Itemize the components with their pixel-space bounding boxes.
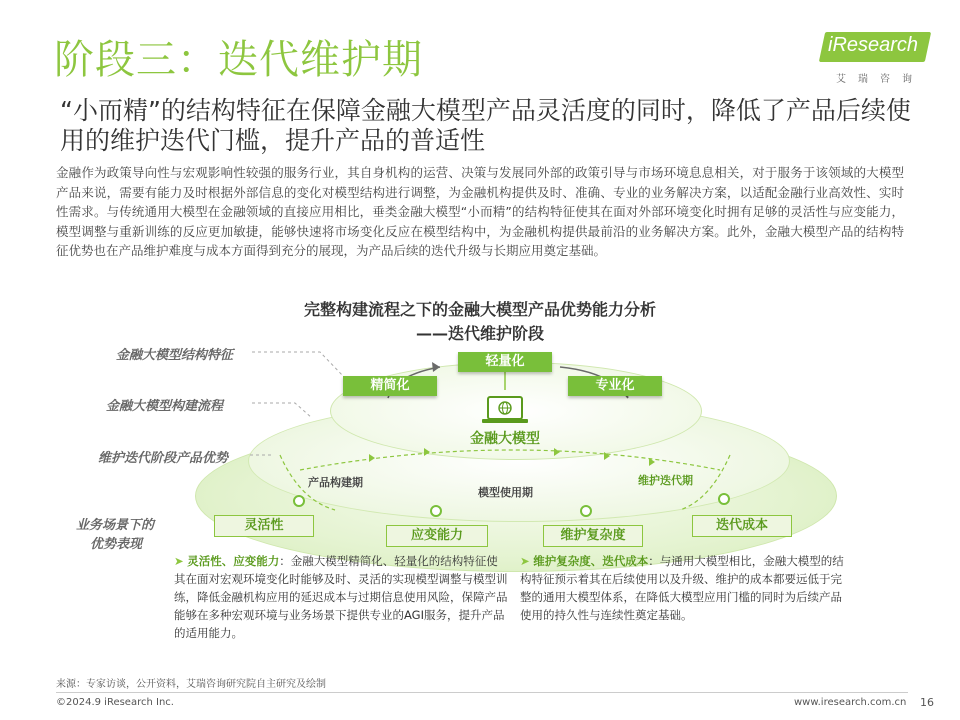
desc-right-highlight: 维护复杂度、迭代成本 xyxy=(533,554,649,568)
logo-text: iResearch xyxy=(828,34,919,56)
phase-use: 模型使用期 xyxy=(478,486,533,499)
feature-tag-simple: 精简化 xyxy=(343,376,437,396)
advantage-complexity: 维护复杂度 xyxy=(543,525,643,547)
desc-right-text: ：与通用大模型相比，金融大模型的结构特征预示着其在后续使用以及升级、维护的成本都要远低于完整的通用大模型体系，在降低大模型应用门槛的同时为后续产品使用的持久性与连续性奠定基础。 xyxy=(520,554,844,622)
arrow-head-left xyxy=(432,362,440,372)
page-subtitle: “小而精”的结构特征在保障金融大模型产品灵活度的同时，降低了产品后续使用的维护迭代门槛，提升产品的普适性 xyxy=(60,96,911,155)
site-url: www.iresearch.com.cn xyxy=(794,697,907,708)
advantage-flex: 灵活性 xyxy=(214,515,314,537)
advantage-adapt: 应变能力 xyxy=(386,525,488,547)
desc-right xyxy=(520,552,850,624)
side-label-advantage: 维护迭代阶段产品优势 xyxy=(98,451,229,466)
chevron-2 xyxy=(424,448,430,456)
side-label-scenario-line2: 优势表现 xyxy=(90,537,143,552)
footer-divider xyxy=(56,692,908,693)
leader-process xyxy=(252,403,312,418)
side-label-scenario-line1: 业务场景下的 xyxy=(76,518,155,533)
desc-left-text: ：金融大模型精简化、轻量化的结构特征使其在面对宏观环境变化时能够及时、灵活的实现模型调整与模型训练，降低金融机构应用的延迟成本与过期信息使用风险，保障产品能够在多种宏观环境与业务场景下提供专业的AGI服务，提升产品的适用能力。 xyxy=(174,554,508,640)
feature-tag-light: 轻量化 xyxy=(458,352,552,372)
process-arc-top xyxy=(300,450,720,470)
side-label-process: 金融大模型构建流程 xyxy=(106,399,224,414)
source-note: 来源：专家访谈，公开资料，艾瑞咨询研究院自主研究及绘制 xyxy=(56,679,326,690)
bullet-arrow-icon: ➤ xyxy=(520,554,534,568)
feature-tag-pro: 专业化 xyxy=(568,376,662,396)
timeline-dot-3 xyxy=(580,505,592,517)
side-label-structure: 金融大模型结构特征 xyxy=(116,348,234,363)
chevron-4 xyxy=(604,452,610,460)
phase-maintain: 维护迭代期 xyxy=(638,474,693,487)
monitor-globe-icon xyxy=(482,397,528,423)
chevron-1 xyxy=(369,454,375,462)
intro-paragraph: 金融作为政策导向性与宏观影响性较强的服务行业，其自身机构的运营、决策与发展同外部的政策引导与市场环境息息相关，对于服务于该领域的大模型产品来说，需要有能力及时根据外部信息的变化对模型结构进行调整，为金融机构提供及时、准确、专业的业务解决方案，以适配金融行业高效性、实时性需求。与传统通用大模型在金融领域的直接应用相比，垂类金融大模型“小而精”的结构特征使其在面对外部环境变化时拥有足够的灵活性与应变能力，模型调整与重新训练的反应更加敏捷，能够快速将市场变化反应在模型结构中，为金融机构提供最前沿的业务解决方案。此外，金融大模型产品的结构特征优势也在产品维护难度与成本方面得到充分的展现，为产品后续的迭代升级与长期应用奠定基础。 xyxy=(56,165,904,258)
bullet-arrow-icon: ➤ xyxy=(174,554,188,568)
leader-structure xyxy=(252,352,345,378)
desc-left xyxy=(174,552,508,642)
diagram-title: 完整构建流程之下的金融大模型产品优势能力分析 xyxy=(303,300,656,319)
logo-subtitle: 艾瑞咨询 xyxy=(836,74,924,85)
copyright: ©2024.9 iResearch Inc. xyxy=(56,697,174,708)
chevron-3 xyxy=(554,448,560,456)
page-number: 16 xyxy=(920,696,934,709)
desc-left-highlight: 灵活性、应变能力 xyxy=(187,554,280,568)
diagram-subtitle: ——迭代维护阶段 xyxy=(415,324,544,343)
timeline-dot-4 xyxy=(718,493,730,505)
phase-build: 产品构建期 xyxy=(308,476,363,489)
advantage-cost: 迭代成本 xyxy=(692,515,792,537)
timeline-dot-1 xyxy=(293,495,305,507)
center-label: 金融大模型 xyxy=(470,431,540,447)
page-title: 阶段三：迭代维护期 xyxy=(54,37,423,83)
timeline-dot-2 xyxy=(430,505,442,517)
